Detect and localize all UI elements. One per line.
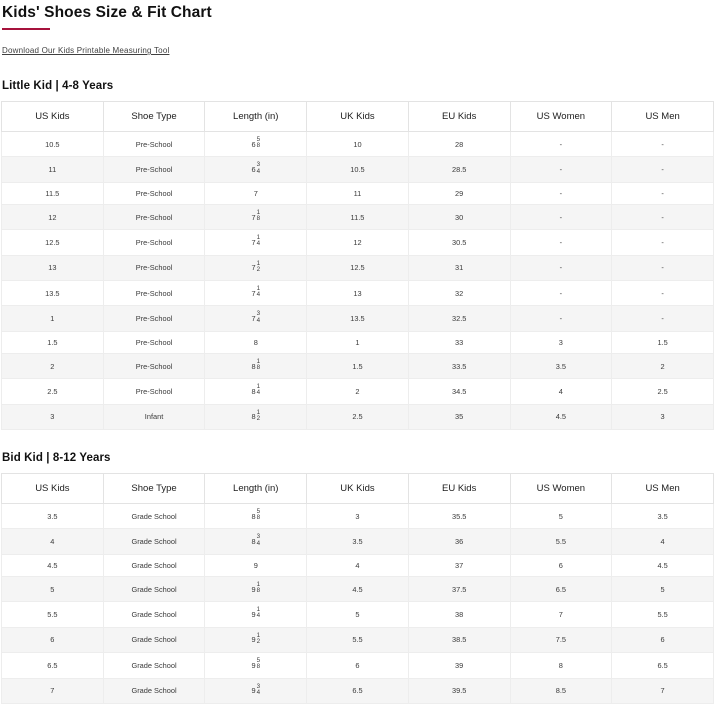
cell-length-in: 7 — [205, 182, 307, 204]
cell-us-women: 6 — [510, 554, 612, 576]
table-body-big-kid — [2, 504, 714, 704]
cell-length-in: 7 1 4 — [205, 281, 307, 306]
table-row — [2, 529, 714, 554]
cell-eu-kids: 30.5 — [408, 230, 510, 255]
cell-us-men: - — [612, 255, 714, 280]
cell-uk-kids: 6.5 — [307, 678, 409, 703]
cell-us-women: 6.5 — [510, 576, 612, 601]
cell-us-kids: 3.5 — [2, 504, 104, 529]
cell-uk-kids: 3.5 — [307, 529, 409, 554]
cell-uk-kids: 11.5 — [307, 204, 409, 229]
cell-eu-kids: 37 — [408, 554, 510, 576]
column-header-us-kids: US Kids — [2, 474, 104, 504]
cell-length-in: 9 5 8 — [205, 653, 307, 678]
cell-uk-kids: 12.5 — [307, 255, 409, 280]
cell-shoe-type: Grade School — [103, 504, 205, 529]
cell-uk-kids: 13.5 — [307, 306, 409, 331]
cell-us-kids: 12.5 — [2, 230, 104, 255]
cell-shoe-type: Pre-School — [103, 331, 205, 353]
cell-eu-kids: 39 — [408, 653, 510, 678]
section-little-kid — [0, 80, 715, 430]
table-row — [2, 379, 714, 404]
table-row — [2, 182, 714, 204]
cell-us-women: 3 — [510, 331, 612, 353]
cell-us-men: - — [612, 281, 714, 306]
column-header-eu-kids: EU Kids — [408, 474, 510, 504]
cell-us-women: 4.5 — [510, 404, 612, 429]
cell-us-men: 2 — [612, 353, 714, 378]
cell-length-in: 9 — [205, 554, 307, 576]
cell-us-men: - — [612, 204, 714, 229]
cell-length-in: 8 3 4 — [205, 529, 307, 554]
cell-us-men: 4.5 — [612, 554, 714, 576]
cell-us-men: 5 — [612, 576, 714, 601]
cell-us-women: 4 — [510, 379, 612, 404]
cell-uk-kids: 2 — [307, 379, 409, 404]
printable-measuring-tool-link[interactable]: Download Our Kids Printable Measuring Tool — [2, 46, 170, 55]
column-header-us-men: US Men — [612, 474, 714, 504]
cell-eu-kids: 38.5 — [408, 627, 510, 652]
cell-eu-kids: 34.5 — [408, 379, 510, 404]
cell-us-kids: 2.5 — [2, 379, 104, 404]
cell-uk-kids: 5 — [307, 602, 409, 627]
cell-us-women: - — [510, 204, 612, 229]
column-header-uk-kids: UK Kids — [307, 474, 409, 504]
table-header-row — [2, 474, 714, 504]
cell-us-kids: 6 — [2, 627, 104, 652]
cell-uk-kids: 4 — [307, 554, 409, 576]
cell-length-in: 6 3 4 — [205, 157, 307, 182]
cell-us-kids: 2 — [2, 353, 104, 378]
table-row — [2, 255, 714, 280]
cell-eu-kids: 32 — [408, 281, 510, 306]
column-header-length-in: Length (in) — [205, 102, 307, 132]
cell-eu-kids: 39.5 — [408, 678, 510, 703]
cell-shoe-type: Pre-School — [103, 255, 205, 280]
cell-us-kids: 13 — [2, 255, 104, 280]
cell-uk-kids: 10 — [307, 132, 409, 157]
cell-us-men: 3 — [612, 404, 714, 429]
cell-eu-kids: 37.5 — [408, 576, 510, 601]
table-header-little-kid — [2, 102, 714, 132]
cell-length-in: 9 1 8 — [205, 576, 307, 601]
section-heading-little-kid: Little Kid | 4-8 Years — [2, 80, 114, 92]
table-row — [2, 281, 714, 306]
cell-length-in: 7 1 8 — [205, 204, 307, 229]
cell-us-men: 1.5 — [612, 331, 714, 353]
column-header-shoe-type: Shoe Type — [103, 474, 205, 504]
column-header-us-kids: US Kids — [2, 102, 104, 132]
title-underline-rule — [2, 28, 50, 30]
column-header-length-in: Length (in) — [205, 474, 307, 504]
cell-shoe-type: Grade School — [103, 529, 205, 554]
cell-shoe-type: Grade School — [103, 653, 205, 678]
cell-uk-kids: 1 — [307, 331, 409, 353]
table-row — [2, 230, 714, 255]
table-row — [2, 353, 714, 378]
cell-uk-kids: 4.5 — [307, 576, 409, 601]
cell-shoe-type: Pre-School — [103, 182, 205, 204]
cell-shoe-type: Grade School — [103, 576, 205, 601]
column-header-us-women: US Women — [510, 474, 612, 504]
column-header-us-women: US Women — [510, 102, 612, 132]
cell-us-women: - — [510, 255, 612, 280]
cell-length-in: 8 — [205, 331, 307, 353]
cell-us-women: 5.5 — [510, 529, 612, 554]
cell-length-in: 9 1 2 — [205, 627, 307, 652]
cell-us-women: 7 — [510, 602, 612, 627]
table-row — [2, 678, 714, 703]
cell-shoe-type: Grade School — [103, 602, 205, 627]
cell-shoe-type: Pre-School — [103, 353, 205, 378]
cell-shoe-type: Grade School — [103, 554, 205, 576]
cell-us-kids: 5 — [2, 576, 104, 601]
cell-length-in: 6 5 8 — [205, 132, 307, 157]
table-body-little-kid — [2, 132, 714, 430]
cell-length-in: 8 1 8 — [205, 353, 307, 378]
cell-us-women: - — [510, 281, 612, 306]
cell-length-in: 7 1 4 — [205, 230, 307, 255]
section-big-kid — [0, 452, 715, 704]
cell-shoe-type: Pre-School — [103, 157, 205, 182]
cell-eu-kids: 36 — [408, 529, 510, 554]
cell-us-women: 3.5 — [510, 353, 612, 378]
cell-uk-kids: 11 — [307, 182, 409, 204]
cell-length-in: 8 1 2 — [205, 404, 307, 429]
cell-us-kids: 4 — [2, 529, 104, 554]
cell-uk-kids: 12 — [307, 230, 409, 255]
cell-us-kids: 4.5 — [2, 554, 104, 576]
cell-us-women: 8.5 — [510, 678, 612, 703]
cell-us-women: - — [510, 157, 612, 182]
cell-us-kids: 5.5 — [2, 602, 104, 627]
column-header-uk-kids: UK Kids — [307, 102, 409, 132]
cell-us-women: 8 — [510, 653, 612, 678]
table-header-big-kid — [2, 474, 714, 504]
cell-length-in: 8 5 8 — [205, 504, 307, 529]
cell-uk-kids: 3 — [307, 504, 409, 529]
cell-shoe-type: Pre-School — [103, 281, 205, 306]
cell-uk-kids: 10.5 — [307, 157, 409, 182]
cell-us-women: - — [510, 132, 612, 157]
table-row — [2, 331, 714, 353]
cell-uk-kids: 5.5 — [307, 627, 409, 652]
cell-us-men: 3.5 — [612, 504, 714, 529]
cell-eu-kids: 32.5 — [408, 306, 510, 331]
cell-eu-kids: 31 — [408, 255, 510, 280]
cell-us-kids: 11.5 — [2, 182, 104, 204]
cell-us-men: - — [612, 132, 714, 157]
cell-eu-kids: 28 — [408, 132, 510, 157]
cell-us-men: - — [612, 182, 714, 204]
table-row — [2, 653, 714, 678]
cell-us-women: - — [510, 230, 612, 255]
cell-eu-kids: 33.5 — [408, 353, 510, 378]
cell-us-kids: 3 — [2, 404, 104, 429]
cell-shoe-type: Pre-School — [103, 132, 205, 157]
table-row — [2, 157, 714, 182]
column-header-shoe-type: Shoe Type — [103, 102, 205, 132]
cell-uk-kids: 2.5 — [307, 404, 409, 429]
cell-us-kids: 13.5 — [2, 281, 104, 306]
column-header-us-men: US Men — [612, 102, 714, 132]
cell-length-in: 7 3 4 — [205, 306, 307, 331]
cell-us-kids: 12 — [2, 204, 104, 229]
cell-us-men: - — [612, 230, 714, 255]
size-table-little-kid — [1, 101, 714, 430]
cell-us-men: 2.5 — [612, 379, 714, 404]
cell-length-in: 7 1 2 — [205, 255, 307, 280]
cell-shoe-type: Pre-School — [103, 379, 205, 404]
cell-us-men: 5.5 — [612, 602, 714, 627]
table-header-row — [2, 102, 714, 132]
cell-shoe-type: Pre-School — [103, 306, 205, 331]
cell-eu-kids: 35 — [408, 404, 510, 429]
cell-us-women: - — [510, 182, 612, 204]
cell-us-men: 6 — [612, 627, 714, 652]
table-row — [2, 132, 714, 157]
table-row — [2, 576, 714, 601]
size-table-big-kid — [1, 473, 714, 704]
cell-us-kids: 1.5 — [2, 331, 104, 353]
cell-eu-kids: 35.5 — [408, 504, 510, 529]
cell-us-kids: 11 — [2, 157, 104, 182]
cell-shoe-type: Grade School — [103, 678, 205, 703]
cell-length-in: 9 3 4 — [205, 678, 307, 703]
cell-us-women: - — [510, 306, 612, 331]
section-heading-big-kid: Bid Kid | 8-12 Years — [2, 452, 111, 465]
cell-shoe-type: Infant — [103, 404, 205, 429]
cell-eu-kids: 38 — [408, 602, 510, 627]
cell-eu-kids: 28.5 — [408, 157, 510, 182]
table-row — [2, 306, 714, 331]
cell-us-men: 4 — [612, 529, 714, 554]
cell-us-women: 7.5 — [510, 627, 612, 652]
cell-uk-kids: 6 — [307, 653, 409, 678]
cell-shoe-type: Pre-School — [103, 230, 205, 255]
cell-shoe-type: Pre-School — [103, 204, 205, 229]
cell-shoe-type: Grade School — [103, 627, 205, 652]
cell-eu-kids: 33 — [408, 331, 510, 353]
cell-us-women: 5 — [510, 504, 612, 529]
cell-us-men: - — [612, 306, 714, 331]
page-title: Kids' Shoes Size & Fit Chart — [2, 4, 212, 21]
cell-eu-kids: 29 — [408, 182, 510, 204]
cell-us-men: 6.5 — [612, 653, 714, 678]
table-row — [2, 602, 714, 627]
cell-us-men: 7 — [612, 678, 714, 703]
cell-us-kids: 10.5 — [2, 132, 104, 157]
table-row — [2, 627, 714, 652]
cell-uk-kids: 13 — [307, 281, 409, 306]
table-row — [2, 404, 714, 429]
table-row — [2, 504, 714, 529]
cell-uk-kids: 1.5 — [307, 353, 409, 378]
column-header-eu-kids: EU Kids — [408, 102, 510, 132]
cell-length-in: 9 1 4 — [205, 602, 307, 627]
cell-us-kids: 6.5 — [2, 653, 104, 678]
cell-length-in: 8 1 4 — [205, 379, 307, 404]
cell-us-kids: 7 — [2, 678, 104, 703]
cell-us-men: - — [612, 157, 714, 182]
cell-eu-kids: 30 — [408, 204, 510, 229]
table-row — [2, 554, 714, 576]
cell-us-kids: 1 — [2, 306, 104, 331]
table-row — [2, 204, 714, 229]
